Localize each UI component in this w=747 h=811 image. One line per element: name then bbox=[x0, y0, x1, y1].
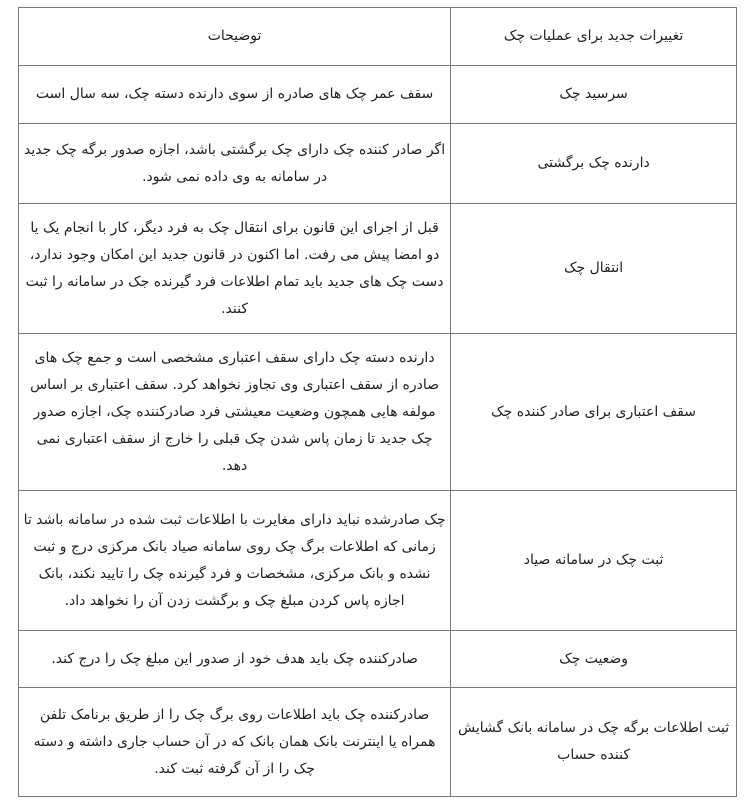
table-row bbox=[19, 491, 737, 631]
row-topic: وضعیت چک bbox=[451, 631, 737, 688]
row-topic: ثبت چک در سامانه صیاد bbox=[451, 491, 737, 631]
row-description: صادرکننده چک باید اطلاعات روی برگ چک را از طریق برنامک تلفن همراه یا اینترنت بانک همان بانک که در آن حساب جاری داشته و دسته چک را از آن گرفته ثبت کند. bbox=[19, 688, 451, 797]
table-header-row bbox=[19, 8, 737, 66]
table-row bbox=[19, 66, 737, 124]
table-row bbox=[19, 631, 737, 688]
table-row bbox=[19, 688, 737, 797]
row-topic: سرسید چک bbox=[451, 66, 737, 124]
table-row bbox=[19, 334, 737, 491]
row-description: سقف عمر چک های صادره از سوی دارنده دسته چک، سه سال است bbox=[19, 66, 451, 124]
row-topic: دارنده چک برگشتی bbox=[451, 124, 737, 204]
row-description: صادرکننده چک باید هدف خود از صدور این مبلغ چک را درج کند. bbox=[19, 631, 451, 688]
check-rules-table bbox=[18, 7, 737, 797]
row-topic: ثبت اطلاعات برگه چک در سامانه بانک گشایش کننده حساب bbox=[451, 688, 737, 797]
row-description: اگر صادر کننده چک دارای چک برگشتی باشد، اجازه صدور برگه چک جدید در سامانه به وی داده نمی شود. bbox=[19, 124, 451, 204]
header-topic: تغییرات جدید برای عملیات چک bbox=[451, 8, 737, 66]
row-topic: سقف اعتباری برای صادر کننده چک bbox=[451, 334, 737, 491]
row-description: دارنده دسته چک دارای سقف اعتباری مشخصی است و جمع چک های صادره از سقف اعتباری وی تجاوز نخواهد کرد. سقف اعتباری بر اساس مولفه هایی همچون وضعیت معیشتی فرد صادرکننده چک، اجازه صدور چک جدید تا زمان پاس شدن چک قبلی را خارج از سقف اعتباری نمی دهد. bbox=[19, 334, 451, 491]
row-description: چک صادرشده نباید دارای مغایرت با اطلاعات ثبت شده در سامانه باشد تا زمانی که اطلاعات برگ چک روی سامانه صیاد بانک مرکزی درج و ثبت نشده و بانک مرکزی، مشخصات و فرد گیرنده چک را تایید نکند، بانک اجازه پاس کردن مبلغ چک و برگشت زدن آن را نخواهد داد. bbox=[19, 491, 451, 631]
header-description: توضیحات bbox=[19, 8, 451, 66]
table-row bbox=[19, 204, 737, 334]
row-description: قبل از اجرای این قانون برای انتقال چک به فرد دیگر، کار با انجام یک یا دو امضا پیش می رفت. اما اکنون در قانون جدید این امکان وجود ندارد، دست چک های جدید باید تمام اطلاعات فرد گیرنده جک در سامانه را ثبت کنند. bbox=[19, 204, 451, 334]
table-row bbox=[19, 124, 737, 204]
row-topic: انتقال چک bbox=[451, 204, 737, 334]
